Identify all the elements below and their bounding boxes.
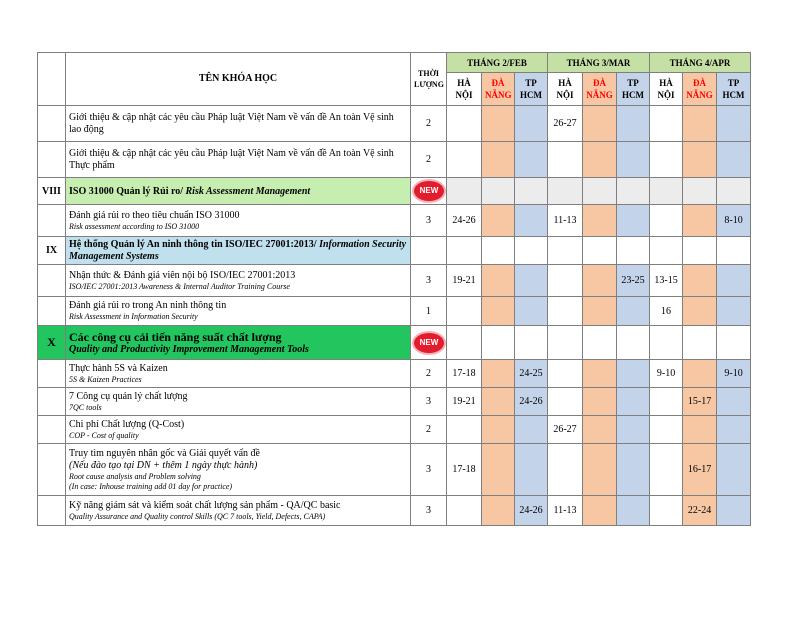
date-cell [717, 496, 751, 526]
date-cell [482, 106, 515, 142]
date-cell [548, 360, 583, 388]
course-name-vi: 7 Công cụ quản lý chất lượng [69, 390, 188, 402]
course-name-header: TÊN KHÓA HỌC [66, 53, 411, 106]
date-cell [583, 106, 617, 142]
date-cell [717, 106, 751, 142]
section-title [66, 326, 411, 360]
blank-cell [717, 326, 751, 360]
section-title-vi: Hệ thống Quản lý An ninh thông tin ISO/IEC 27001:2013/ [69, 238, 317, 250]
course-name-en: Risk Assessment in Information Security [69, 312, 198, 321]
city-hanoi-header: HÀ NỘI [447, 73, 482, 106]
blank-cell [650, 178, 683, 205]
city-danang-header: ĐÀ NẴNG [683, 73, 717, 106]
index-cell [38, 297, 66, 326]
date-cell [548, 297, 583, 326]
month-apr-header: THÁNG 4/APR [650, 53, 751, 73]
date-cell [482, 142, 515, 178]
date-cell [548, 444, 583, 496]
date-cell [650, 496, 683, 526]
date-cell: 22-24 [683, 496, 717, 526]
date-cell: 15-17 [683, 388, 717, 416]
date-cell [583, 416, 617, 444]
date-cell [617, 106, 650, 142]
course-row [38, 496, 751, 526]
course-name-vi: Chi phí Chất lượng (Q-Cost) [69, 418, 185, 430]
date-cell [482, 496, 515, 526]
section-title [66, 237, 411, 265]
section-title-en: Risk Assessment Management [185, 185, 311, 197]
date-cell [482, 360, 515, 388]
course-note-vi: (Nếu đào tạo tại DN + thêm 1 ngày thực hành) [69, 459, 258, 471]
date-cell: 16 [650, 297, 683, 326]
index-cell [38, 142, 66, 178]
duration-cell: 2 [411, 106, 447, 142]
blank-cell [482, 326, 515, 360]
section-number: IX [38, 237, 66, 265]
date-cell: 8-10 [717, 205, 751, 237]
city-hcm-header: TP HCM [515, 73, 548, 106]
city-hcm-header: TP HCM [617, 73, 650, 106]
date-cell [717, 297, 751, 326]
section-row [38, 326, 751, 360]
course-name-vi: Truy tìm nguyên nhân gốc và Giải quyết vấn đề [69, 447, 260, 459]
duration-cell: 2 [411, 416, 447, 444]
index-cell [38, 416, 66, 444]
date-cell [650, 444, 683, 496]
course-name-vi: Giới thiệu & cập nhật các yêu cầu Pháp luật Việt Nam về vấn đề An toàn Vệ sinh Thực phẩm [69, 147, 394, 171]
date-cell [548, 388, 583, 416]
duration-cell: 3 [411, 265, 447, 297]
new-badge: NEW [414, 181, 444, 201]
course-name-vi: Nhận thức & Đánh giá viên nội bộ ISO/IEC 27001:2013 [69, 269, 296, 281]
course-row [38, 297, 751, 326]
section-number: X [38, 326, 66, 360]
duration-cell: 2 [411, 360, 447, 388]
date-cell: 17-18 [447, 360, 482, 388]
blank-cell [548, 178, 583, 205]
blank-cell [447, 178, 482, 205]
date-cell [617, 297, 650, 326]
date-cell [717, 142, 751, 178]
blank-cell [683, 326, 717, 360]
section-title [66, 178, 411, 205]
date-cell [482, 297, 515, 326]
date-cell [583, 360, 617, 388]
date-cell: 9-10 [650, 360, 683, 388]
course-cell [66, 265, 411, 297]
date-cell: 24-26 [515, 388, 548, 416]
date-cell [617, 416, 650, 444]
date-cell [583, 297, 617, 326]
date-cell [683, 297, 717, 326]
course-cell [66, 297, 411, 326]
date-cell [583, 496, 617, 526]
date-cell: 26-27 [548, 416, 583, 444]
duration-cell: 2 [411, 142, 447, 178]
blank-cell [447, 237, 482, 265]
course-name-vi: Giới thiệu & cập nhật các yêu cầu Pháp luật Việt Nam về vấn đề An toàn Vệ sinh lao động [69, 111, 394, 135]
section-title-en: Quality and Productivity Improvement Management Tools [69, 343, 309, 355]
date-cell [482, 416, 515, 444]
date-cell [583, 265, 617, 297]
course-name-vi: Thực hành 5S và Kaizen [69, 362, 168, 374]
date-cell: 24-26 [515, 496, 548, 526]
blank-cell [583, 178, 617, 205]
course-name-en: 5S & Kaizen Practices [69, 374, 142, 384]
index-cell [38, 388, 66, 416]
section-title-en: Information Security Management Systems [69, 238, 407, 262]
index-cell [38, 496, 66, 526]
blank-cell [650, 326, 683, 360]
new-badge-cell [411, 326, 447, 360]
date-cell [583, 205, 617, 237]
course-cell [66, 205, 411, 237]
index-cell [38, 360, 66, 388]
date-cell [482, 388, 515, 416]
date-cell [583, 388, 617, 416]
blank-cell [515, 178, 548, 205]
course-row [38, 142, 751, 178]
section-title-vi: ISO 31000 Quản lý Rủi ro/ [69, 185, 184, 197]
new-badge: NEW [414, 333, 444, 353]
course-row [38, 106, 751, 142]
index-cell [38, 205, 66, 237]
date-cell: 16-17 [683, 444, 717, 496]
duration-cell: 3 [411, 205, 447, 237]
course-name-en: Risk assessment according to ISO 31000 [69, 221, 200, 231]
date-cell [548, 142, 583, 178]
index-cell [38, 106, 66, 142]
city-hcm-header: TP HCM [717, 73, 751, 106]
date-cell [650, 142, 683, 178]
date-cell [515, 205, 548, 237]
blank-cell [650, 237, 683, 265]
city-hanoi-header: HÀ NỘI [548, 73, 583, 106]
date-cell: 26-27 [548, 106, 583, 142]
date-cell: 9-10 [717, 360, 751, 388]
course-cell [66, 388, 411, 416]
date-cell [482, 444, 515, 496]
blank-cell [482, 178, 515, 205]
section-row [38, 178, 751, 205]
course-note-en: (In case: Inhouse training add 01 day for practice) [69, 481, 233, 491]
month-mar-header: THÁNG 3/MAR [548, 53, 650, 73]
date-cell [515, 297, 548, 326]
duration-cell: 1 [411, 297, 447, 326]
city-hanoi-header: HÀ NỘI [650, 73, 683, 106]
date-cell [717, 388, 751, 416]
date-cell [583, 444, 617, 496]
blank-cell [548, 326, 583, 360]
course-row [38, 360, 751, 388]
date-cell: 23-25 [617, 265, 650, 297]
blank-cell [717, 237, 751, 265]
date-cell [683, 142, 717, 178]
blank-cell [482, 237, 515, 265]
course-name-en: COP - Cost of quality [69, 430, 139, 440]
course-cell [66, 496, 411, 526]
index-cell [38, 444, 66, 496]
section-number: VIII [38, 178, 66, 205]
blank-cell [583, 237, 617, 265]
date-cell [650, 205, 683, 237]
course-row [38, 265, 751, 297]
course-cell [66, 360, 411, 388]
date-cell [650, 106, 683, 142]
blank-cell [583, 326, 617, 360]
date-cell: 24-26 [447, 205, 482, 237]
blank-cell [683, 178, 717, 205]
course-name-vi: Kỹ năng giám sát và kiểm soát chất lượng sản phẩm - QA/QC basic [69, 499, 341, 511]
blank-cell [548, 237, 583, 265]
date-cell [617, 388, 650, 416]
date-cell [683, 360, 717, 388]
date-cell [515, 444, 548, 496]
blank-cell [447, 326, 482, 360]
date-cell [617, 142, 650, 178]
date-cell [683, 416, 717, 444]
duration-cell: 3 [411, 444, 447, 496]
date-cell [683, 265, 717, 297]
course-row [38, 444, 751, 496]
course-cell [66, 444, 411, 496]
duration-cell: 3 [411, 496, 447, 526]
date-cell [447, 142, 482, 178]
date-cell: 24-25 [515, 360, 548, 388]
date-cell [548, 265, 583, 297]
blank-cell [411, 237, 447, 265]
course-cell [66, 142, 411, 178]
course-row [38, 416, 751, 444]
date-cell [683, 106, 717, 142]
course-name-en: ISO/IEC 27001:2013 Awareness & Internal Auditor Training Course [69, 281, 290, 291]
date-cell: 13-15 [650, 265, 683, 297]
section-title-vi: Các công cụ cải tiến năng suất chất lượng [69, 329, 282, 344]
blank-cell [617, 326, 650, 360]
date-cell [482, 265, 515, 297]
date-cell [447, 297, 482, 326]
course-name-vi: Đánh giá rủi ro trong An ninh thông tin [69, 300, 227, 311]
date-cell: 11-13 [548, 496, 583, 526]
city-danang-header: ĐÀ NẴNG [482, 73, 515, 106]
blank-cell [515, 237, 548, 265]
date-cell: 11-13 [548, 205, 583, 237]
date-cell: 19-21 [447, 388, 482, 416]
date-cell [447, 416, 482, 444]
blank-cell [617, 237, 650, 265]
date-cell [617, 444, 650, 496]
date-cell [650, 388, 683, 416]
date-cell [447, 106, 482, 142]
course-row [38, 205, 751, 237]
course-name-en: 7QC tools [69, 402, 102, 412]
city-danang-header: ĐÀ NẴNG [583, 73, 617, 106]
date-cell [717, 265, 751, 297]
month-feb-header: THÁNG 2/FEB [447, 53, 548, 73]
course-row [38, 388, 751, 416]
date-cell [617, 360, 650, 388]
date-cell [717, 416, 751, 444]
blank-cell [515, 326, 548, 360]
date-cell [482, 205, 515, 237]
index-cell [38, 265, 66, 297]
date-cell [515, 416, 548, 444]
course-name-vi: Đánh giá rủi ro theo tiêu chuẩn ISO 31000 [69, 209, 240, 221]
date-cell: 19-21 [447, 265, 482, 297]
course-cell [66, 106, 411, 142]
course-schedule-table [37, 52, 751, 526]
date-cell [583, 142, 617, 178]
blank-cell [683, 237, 717, 265]
date-cell: 17-18 [447, 444, 482, 496]
duration-header: THỜI LƯỢNG [411, 53, 447, 106]
date-cell [447, 496, 482, 526]
date-cell [515, 265, 548, 297]
date-cell [650, 416, 683, 444]
course-name-en: Quality Assurance and Quality control Skills (QC 7 tools, Yield, Defects, CAPA) [69, 511, 326, 521]
blank-cell [617, 178, 650, 205]
new-badge-cell [411, 178, 447, 205]
date-cell [617, 205, 650, 237]
header-index-cell [38, 53, 66, 106]
course-cell [66, 416, 411, 444]
date-cell [717, 444, 751, 496]
date-cell [683, 205, 717, 237]
date-cell [515, 142, 548, 178]
duration-cell: 3 [411, 388, 447, 416]
blank-cell [717, 178, 751, 205]
section-row [38, 237, 751, 265]
date-cell [515, 106, 548, 142]
date-cell [617, 496, 650, 526]
course-name-en: Root cause analysis and Problem solving [69, 471, 201, 481]
